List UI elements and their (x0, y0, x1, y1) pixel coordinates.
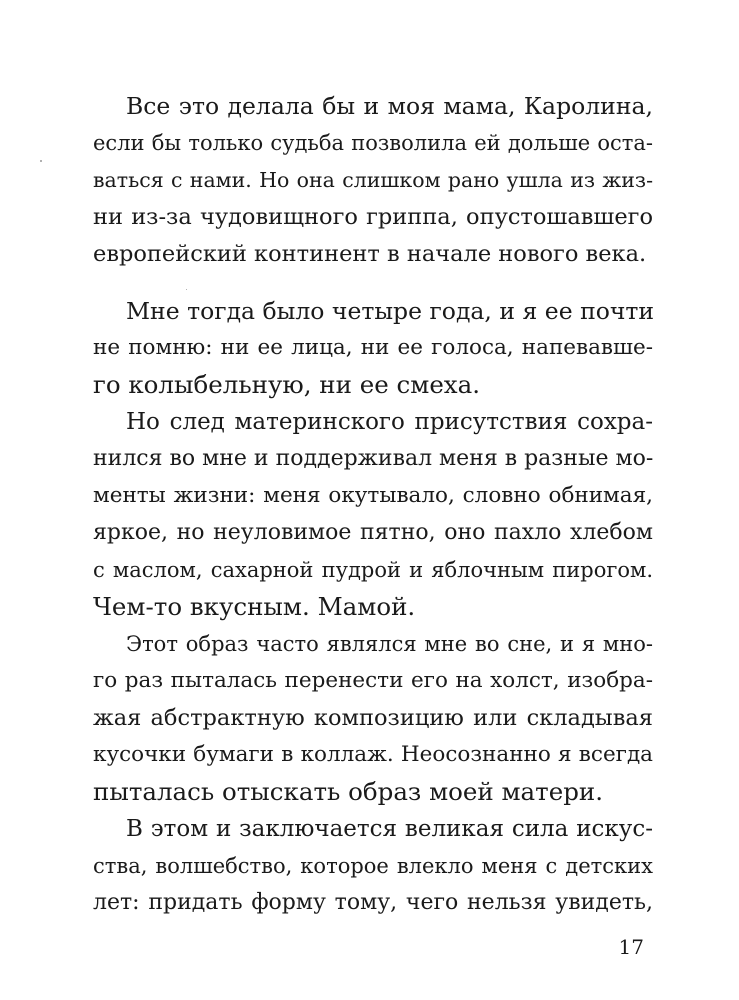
text-line: ства, волшебство, которое влекло меня с детских (93, 854, 653, 878)
page-number: 17 (618, 935, 644, 959)
text-line: европейский континент в начале нового века. (93, 241, 647, 267)
scan-speck (40, 160, 42, 162)
text-line: если бы только судьба позволила ей дольше оста- (93, 131, 653, 155)
text-line: менты жизни: меня окутывало, словно обнимая, (93, 483, 653, 508)
text-line: ваться с нами. Но она слишком рано ушла из жиз- (93, 168, 653, 192)
text-line: нился во мне и поддерживал меня в разные мо- (93, 446, 654, 471)
text-line: Чем-то вкусным. Мамой. (93, 592, 416, 621)
text-line: ни из-за чудовищного гриппа, опустошавшего (93, 204, 653, 230)
scan-speck (186, 289, 187, 290)
text-line: Но след материнского присутствия сохра- (126, 409, 653, 435)
text-line: го раз пыталась перенести его на холст, изобра- (93, 668, 653, 693)
text-line: Все это делала бы и моя мама, Каролина, (126, 92, 653, 120)
text-line: пыталась отыскать образ моей матери. (93, 777, 604, 806)
text-line: с маслом, сахарной пудрой и яблочным пирогом. (93, 558, 653, 582)
text-line: яркое, но неуловимое пятно, оно пахло хлебом (93, 520, 653, 545)
text-line: кусочки бумаги в коллаж. Неосознанно я всегда (93, 742, 653, 767)
text-line: не помню: ни ее лица, ни ее голоса, напевавше- (93, 335, 653, 360)
text-line: Этот образ часто являлся мне во сне, и я мно- (126, 632, 653, 656)
text-line: го колыбельную, ни ее смеха. (93, 370, 481, 399)
text-line: лет: придать форму тому, чего нельзя увидеть, (93, 890, 653, 915)
text-line: жая абстрактную композицию или складывая (93, 705, 653, 731)
text-line: Мне тогда было четыре года, и я ее почти (126, 297, 655, 325)
text-line: В этом и заключается великая сила искус- (126, 816, 653, 842)
